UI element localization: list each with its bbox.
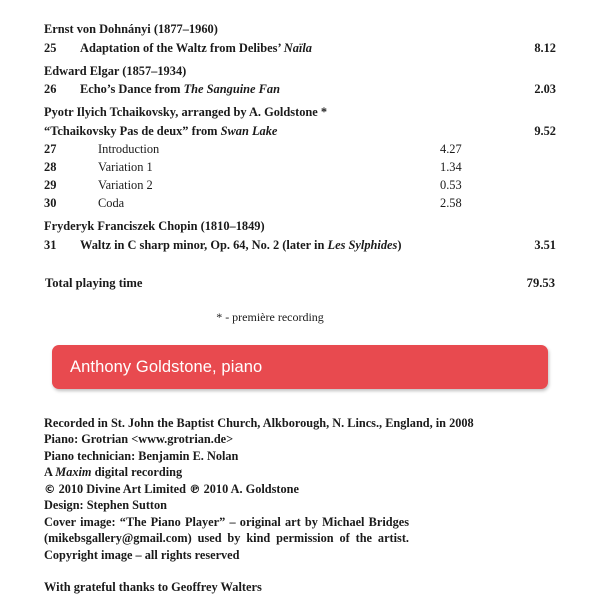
track-row: [44, 194, 556, 212]
track-duration-spacer: [510, 176, 556, 194]
track-title-text: Adaptation of the Waltz from Delibes’: [80, 40, 284, 55]
track-title: Variation 1: [98, 160, 153, 174]
work-group-row: [44, 122, 556, 140]
track-title: Coda: [98, 196, 125, 211]
composer-row: [44, 22, 556, 39]
total-playing-time-value: 79.53: [526, 276, 555, 290]
track-title: [80, 236, 510, 254]
track-row: [44, 158, 556, 176]
track-number: 29: [44, 178, 57, 193]
track-number: 26: [44, 82, 57, 97]
credit-technician: Piano technician: Benjamin E. Nolan: [44, 448, 239, 463]
composer-name: Fryderyk Franciszek Chopin (1810–1849): [44, 219, 265, 234]
track-title-italic: The Sanguine Fan: [183, 82, 280, 97]
track-duration: 1.34: [440, 160, 462, 174]
track-number: 28: [44, 160, 57, 174]
total-playing-time-row: [44, 254, 556, 292]
composer-name: Edward Elgar (1857–1934): [44, 63, 187, 78]
track-duration: 2.58: [440, 196, 462, 211]
track-row: [44, 80, 556, 98]
track-title-text: Echo’s Dance from: [80, 82, 184, 97]
track-title-italic: Naïla: [283, 40, 312, 55]
credits-block: [44, 415, 556, 563]
track-row: [44, 140, 556, 158]
track-number: 30: [44, 196, 57, 211]
track-duration-spacer: [510, 194, 556, 212]
phonogram-icon: ℗: [189, 481, 201, 496]
credit-recording-pre: A: [44, 465, 56, 480]
credit-copyright: [44, 481, 556, 497]
work-group-title-text: “Tchaikovsky Pas de deux” from: [44, 123, 221, 138]
track-duration: 0.53: [440, 178, 462, 193]
credit-recorded: Recorded in St. John the Baptist Church, Alkborough, N. Lincs., England, in 2008: [44, 416, 474, 430]
composer-row: [44, 98, 556, 122]
credit-design: Design: Stephen Sutton: [44, 498, 167, 513]
track-row: [44, 176, 556, 194]
track-duration: 8.12: [534, 40, 556, 55]
total-playing-time-label: Total playing time: [45, 276, 143, 290]
track-duration: 2.03: [534, 82, 556, 97]
acknowledgement: With grateful thanks to Geoffrey Walters: [44, 580, 262, 595]
track-title: Variation 2: [98, 178, 153, 193]
credit-piano: Piano: Grotrian <www.grotrian.de>: [44, 432, 234, 447]
credit-recording-post: digital recording: [91, 465, 183, 480]
track-row: [44, 236, 556, 254]
track-duration: 3.51: [534, 237, 556, 252]
credit-copyright-text: 2010 Divine Art Limited: [55, 481, 190, 496]
work-group-title: [44, 122, 510, 140]
track-title: Introduction: [98, 141, 160, 156]
track-row: [44, 39, 556, 57]
track-number: 27: [44, 141, 57, 156]
track-title: [80, 39, 510, 57]
track-title-italic: Les Sylphides: [327, 237, 398, 252]
credit-recording-italic: Maxim: [55, 465, 92, 480]
track-number: 31: [44, 237, 57, 252]
track-duration: 4.27: [440, 141, 462, 156]
premiere-recording-note: * - première recording: [216, 310, 324, 324]
track-title-text: Waltz in C sharp minor, Op. 64, No. 2 (later in: [80, 237, 328, 252]
work-group-title-italic: Swan Lake: [220, 123, 278, 138]
composer-row: [44, 57, 556, 81]
composer-name: Ernst von Dohnányi (1877–1960): [44, 22, 218, 36]
credit-cover-image: Cover image: “The Piano Player” – original art by Michael Bridges (mikebsgallery@gmail.com) used by kind permission of the artist. Copyright image – all rights reserved: [44, 514, 409, 562]
credit-recording-type: [44, 464, 556, 480]
copyright-icon: ©: [44, 481, 56, 496]
composer-name: Pyotr Ilyich Tchaikovsky, arranged by A. Goldstone *: [44, 105, 328, 120]
track-number: 25: [44, 40, 57, 55]
track-title-suffix: ): [397, 237, 402, 252]
performer-banner: [52, 345, 548, 389]
track-listing-table: [44, 22, 556, 292]
track-title: [80, 80, 510, 98]
track-duration-spacer: [510, 140, 556, 158]
work-group-duration: 9.52: [534, 123, 556, 138]
composer-row: [44, 212, 556, 236]
track-duration-spacer: [510, 158, 556, 176]
performer-name: Anthony Goldstone, piano: [70, 357, 263, 376]
credit-phonogram-text: 2010 A. Goldstone: [200, 481, 299, 496]
